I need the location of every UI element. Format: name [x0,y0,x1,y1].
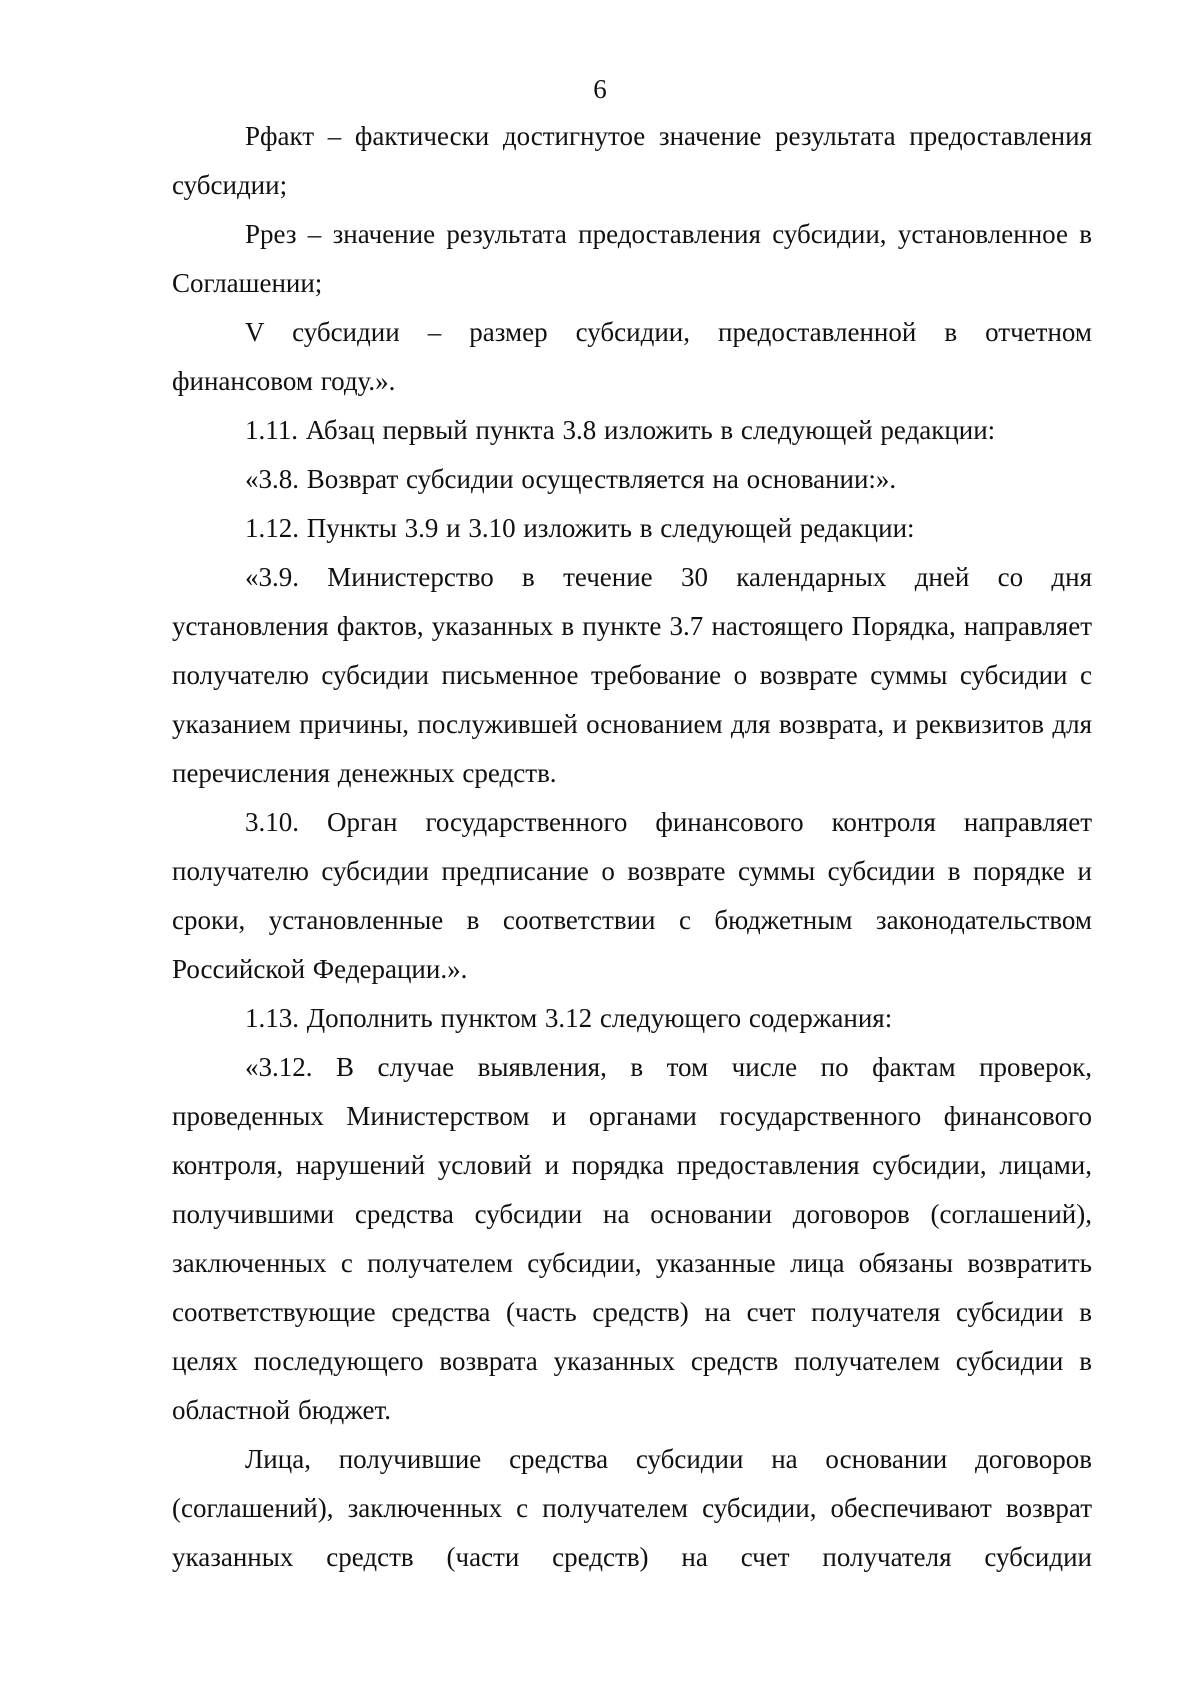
paragraph-1-13: 1.13. Дополнить пунктом 3.12 следующего содержания: [245,1003,893,1033]
paragraph-1-11: 1.11. Абзац первый пункта 3.8 изложить в следующей редакции: [245,415,996,445]
page-number: 6 [593,74,607,104]
paragraph-3-9: «3.9. Министерство в течение 30 календарных дней со дня установления фактов, указанных в пункте 3.7 настоящего Порядка, направляет получателю субсидии письменное требование о возврате суммы субсидии с указанием причины, послужившей основанием для возврата, и реквизитов для перечисления денежных средств. [172,562,1092,788]
paragraph-v-subsidy: V субсидии – размер субсидии, предоставленной в отчетном финансовом году.». [172,317,1092,396]
paragraph-1-12: 1.12. Пункты 3.9 и 3.10 изложить в следующей редакции: [245,513,915,543]
paragraph-3-10: 3.10. Орган государственного финансового контроля направляет получателю субсидии предписание о возврате суммы субсидии в порядке и сроки, установленные в соответствии с бюджетным законодательством Российской Федерации.». [172,807,1092,984]
paragraph-rfakt: Рфакт – фактически достигнутое значение результата предоставления субсидии; [172,121,1092,200]
paragraph-persons: Лица, получившие средства субсидии на основании договоров (соглашений), заключенных с получателем субсидии, обеспечивают возврат указанных средств (части средств) на счет получателя субсидии [172,1444,1092,1572]
paragraph-3-12: «3.12. В случае выявления, в том числе по фактам проверок, проведенных Министерством и органами государственного финансового контроля, нарушений условий и порядка предоставления субсидии, лицами, получившими средства субсидии на основании договоров (соглашений), заключенных с получателем субсидии, указанные лица обязаны возвратить соответствующие средства (часть средств) на счет получателя субсидии в целях последующего возврата указанных средств получателем субсидии в областной бюджет. [172,1052,1092,1425]
paragraph-3-8: «3.8. Возврат субсидии осуществляется на основании:». [245,464,897,494]
paragraph-rrez: Ррез – значение результата предоставления субсидии, установленное в Соглашении; [172,219,1092,298]
document-body [172,112,1092,1582]
